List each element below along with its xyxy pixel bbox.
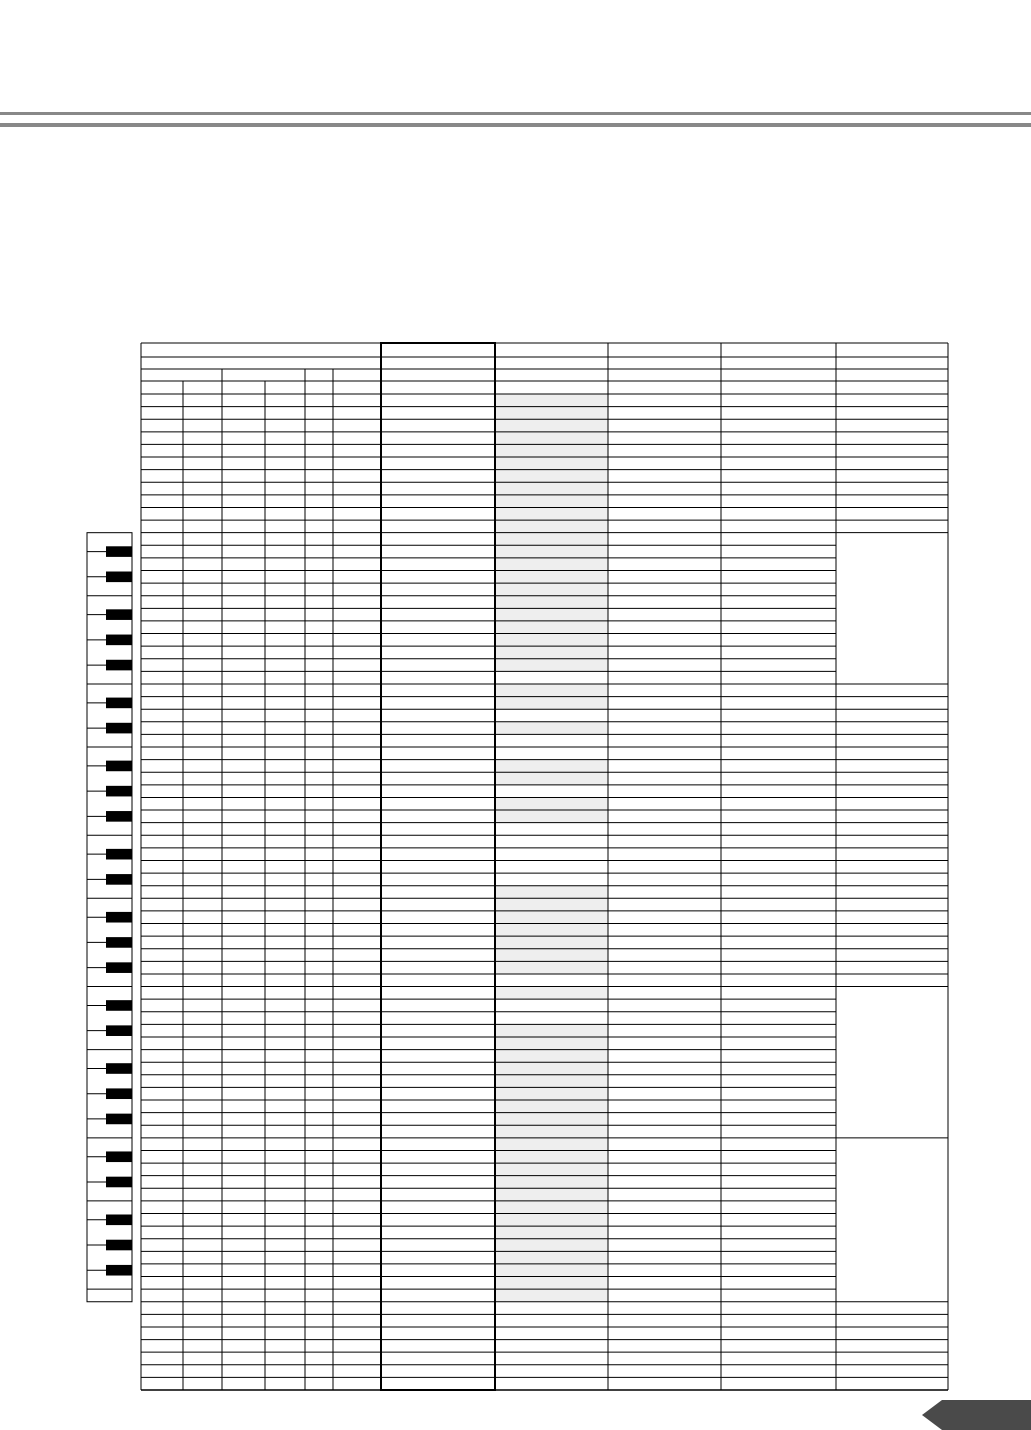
black-key xyxy=(106,1240,132,1251)
black-key xyxy=(106,1151,132,1162)
black-key xyxy=(106,546,132,557)
black-key xyxy=(106,1114,132,1125)
black-key xyxy=(106,849,132,860)
black-key xyxy=(106,1063,132,1074)
black-key xyxy=(106,1214,132,1225)
shaded-cell-block xyxy=(495,987,608,1000)
black-key xyxy=(106,962,132,973)
black-key xyxy=(106,937,132,948)
black-key xyxy=(106,912,132,923)
black-key xyxy=(106,761,132,772)
black-key xyxy=(106,1025,132,1036)
black-key xyxy=(106,1000,132,1011)
shaded-cell-block xyxy=(495,722,608,735)
shaded-cell-block xyxy=(495,886,608,974)
black-key xyxy=(106,874,132,885)
black-key xyxy=(106,1177,132,1188)
black-key xyxy=(106,1088,132,1099)
black-key xyxy=(106,635,132,646)
black-key xyxy=(106,609,132,620)
page-number-tab xyxy=(922,1400,1031,1430)
highlighted-column-frame xyxy=(381,343,495,1390)
black-key xyxy=(106,660,132,671)
black-key xyxy=(106,811,132,822)
black-key xyxy=(106,572,132,583)
black-key xyxy=(106,786,132,797)
black-key xyxy=(106,723,132,734)
black-key xyxy=(106,1265,132,1276)
black-key xyxy=(106,698,132,709)
